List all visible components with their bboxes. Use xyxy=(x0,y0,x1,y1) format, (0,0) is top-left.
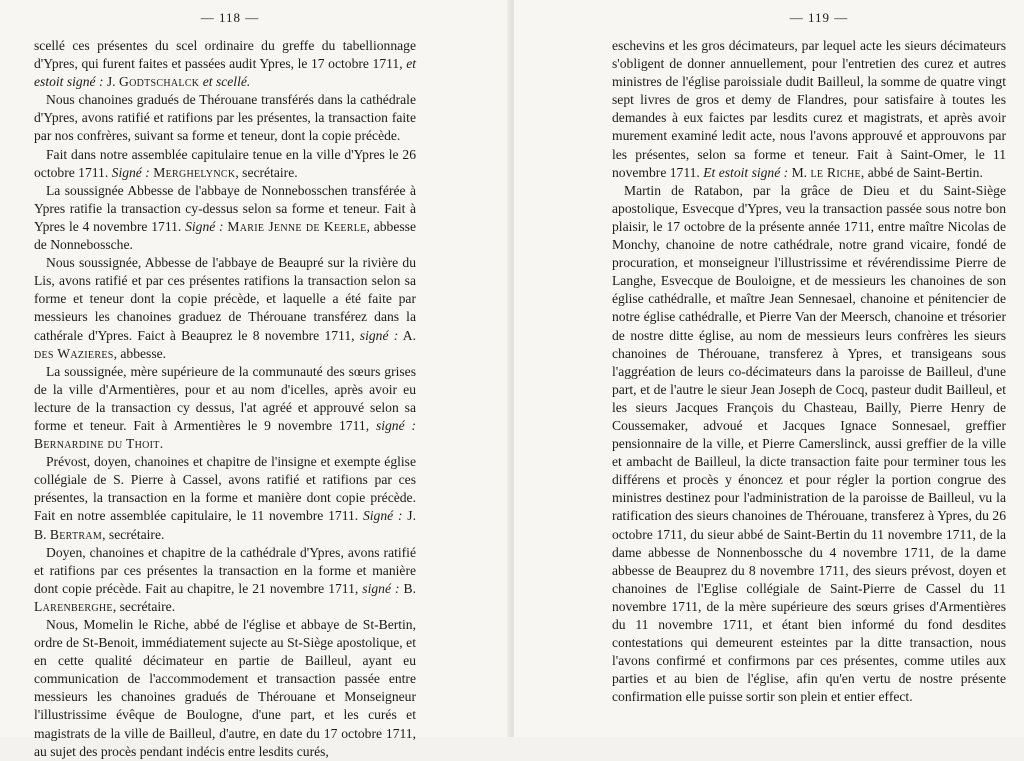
paragraph xyxy=(34,37,416,91)
paragraph-text: La soussignée, mère supérieure de la communauté des sœurs grises de la ville d'Armentières, pour et au nom d'icelles, après avoir eu lecture de la transaction cy dessus, l'at agréé et approuvé selon sa forme et teneur. Fait à Armentières le 9 novembre 1711, xyxy=(34,363,416,433)
signature-formula: Et estoit signé : xyxy=(703,164,789,180)
signature-formula: signé : xyxy=(359,327,399,343)
paragraph-text: Nous soussignée, Abbesse de l'abbaye de Beaupré sur la rivière du Lis, avons ratifié et par ces présentes ratifions la transaction selon sa forme et teneur dont la copie précède, et laquelle a été faite par messieurs les chanoines graduez de Thérouane transférez dans la cathérale d'Ypres. Faict à Beauprez le 8 novembre 1711, xyxy=(34,255,416,343)
paragraph xyxy=(34,91,416,145)
paragraph-text: . xyxy=(159,436,164,452)
signatory-name: Larenberghe xyxy=(34,598,113,614)
left-page xyxy=(0,0,510,759)
signatory-name: des Wazieres xyxy=(34,345,114,361)
paragraph xyxy=(612,182,1006,707)
paragraph-text: eschevins et les gros décimateurs, par lequel acte les sieurs décimateurs s'obligent de donner annuellement, pour l'entretien des curez et autres ministres de l'église paroissiale dudit Bailleul, la somme de quatre vingt sept livres de gros et demy de Flandres, pour satisfaire à toutes les demandes à eux faictes par lesdits curez et magistrats, et après avoir murement examiné ledit acte, nous l'avons approuvé et approuvons par les présentes, selon sa forme et teneur. Fait à Saint-Omer, le 11 novembre 1711. xyxy=(612,38,1006,180)
paragraph xyxy=(34,146,416,182)
page-body xyxy=(612,37,1006,706)
signature-formula: Signé : xyxy=(185,218,224,234)
right-page xyxy=(514,0,1024,737)
signature-formula: signé : xyxy=(362,580,400,596)
paragraph xyxy=(34,363,416,453)
signature-formula: et scellé. xyxy=(202,74,251,90)
paragraph-text: A. xyxy=(398,327,416,343)
paragraph xyxy=(612,37,1006,182)
paragraph-text: , secrétaire. xyxy=(102,526,165,542)
signatory-name: Bernardine du Thoit xyxy=(34,436,160,452)
paragraph-text: J. B. xyxy=(34,508,416,542)
page-number: — 118 — xyxy=(200,10,260,25)
paragraph xyxy=(34,254,416,363)
paragraph-text: Doyen, chanoines et chapitre de la cathédrale d'Ypres, avons ratifié et ratifions par ces présentes la transaction en la forme et manière dont copie précède. Fait au chapitre, le 21 novembre 1711, xyxy=(34,544,416,596)
signatory-name: le Riche xyxy=(810,164,861,180)
paragraph-text: , abbesse de Nonnebossche. xyxy=(34,218,416,253)
paragraph xyxy=(34,544,416,616)
paragraph-text: Nous, Momelin le Riche, abbé de l'église et abbaye de St-Bertin, ordre de St-Benoit, immédiatement sujecte au St-Siège apostolique, et en cette qualité décimateur en partie de Bailleul, ayant eu communication de l'accommodement et transaction passée entre messieurs les chanoines gradués de Thérouane et Monseigneur l'illustrissime évêque de Boulogne, d'une part, et les curés et magistrats de la ville de Bailleul, d'autre, en date du 17 octobre 1711, au sujet des procès pendant indécis entre lesdits curés, xyxy=(34,617,416,759)
paragraph-text: , secrétaire. xyxy=(235,164,298,180)
page-body xyxy=(34,37,416,761)
paragraph-text: Nous chanoines gradués de Thérouane transférés dans la cathédrale d'Ypres, avons ratifié et ratifions par les présentes, la transaction faite par nos confrères, suivant sa forme et teneur, dont la copie précède. xyxy=(34,92,416,144)
signatory-name: Marie Jenne de Keerle xyxy=(227,218,367,234)
signature-formula: Signé : xyxy=(362,508,403,524)
paragraph xyxy=(34,453,416,543)
signature-formula: signé : xyxy=(375,417,416,433)
signatory-name: Godtschalck xyxy=(118,74,200,90)
signatory-name: Merghelynck xyxy=(153,164,236,180)
paragraph-text: Martin de Ratabon, par la grâce de Dieu et du Saint-Siège apostolique, Esvecque d'Ypres, veu la transaction passée sous notre bon plaisir, le 17 octobre de la présente année 1711, entre maître Nicolas de Monchy, chanoine de notre cathédrale, notre grand vicaire, fondé de procuration, et monseigneur l'illustrissime et révérendissime Pierre de Langhe, Esvecque de Bouloigne, et de messieurs les chanoines de son église cathédralle, et maître Jean Sennesael, chanoine et pénitencier de notre église cathédralle, et Pierre Van der Meersch, chanoine et trésorier de nostre ditte église, au nom de messieurs leurs confrères les sieurs chanoines de Thérouane, transferez à Ypres, et transigeans sous l'aggréation de leurs co-décimateurs dans la paroisse de Bailleul, d'une part, et de l'autre le sieur Jean Joseph de Cocq, pasteur dudit Bailleul, et les sieurs Jacques François du Chasteau, Bailly, Pierre Henry de Coussemaker, advoué et Jacques Ignace Sonnesael, greffier pensionnaire de la ville, et Pierre Camerslinck, aussi greffier de la ville et ambacht de Bailleul, la dicte transaction faite pour terminer tous les différens et procès y énoncez et pour régler la portion congrue des ministres destinez pour l'administration de la paroisse de Bailleul, vu la ratification des sieurs chanoines de Thérouane, transferez à Ypres, du 26 octobre 1711, du sieur abbé de Saint-Bertin du 11 novembre 1711, de la dame abbesse de Nonnenbossche du 4 novembre 1711, de la dame abbesse de Beauprez du 8 novembre 1711, des sieurs prévost, doyen et chanoines de l'Eglise collégiale de Saint-Pierre de Cassel du 11 novembre 1711, de la mère supérieure des sœurs grises d'Armentières du 11 novembre 1711, et étant bien informé du fond desdites contestations qui demeurent esteintes par la ditte transaction, nous l'avons confirmé et confirmons par ces présentes, comme utiles aux parties et au bien de l'église, afin qu'en vertu de nostre présente confirmation elle puisse sortir son plein et entier effect. xyxy=(612,182,1006,705)
paragraph xyxy=(34,182,416,254)
paragraph xyxy=(34,616,416,761)
paragraph-text: , abbé de Saint-Bertin. xyxy=(860,164,983,180)
signatory-name: Bertram xyxy=(49,526,103,542)
paragraph-text: La soussignée Abbesse de l'abbaye de Nonnebosschen transférée à Ypres ratifie la transaction cy-dessus selon sa forme et teneur. Fait à Ypres le 4 novembre 1711. xyxy=(34,182,416,234)
paragraph-text: , secrétaire. xyxy=(112,598,176,614)
paragraph-text: J. xyxy=(103,74,119,90)
paragraph-text: scellé ces présentes du scel ordinaire du greffe du tabellionnage d'Ypres, qui furent faites et passées audit Ypres, le 17 octobre 1711, xyxy=(34,38,416,72)
paragraph-text: Prévost, doyen, chanoines et chapitre de l'insigne et exempte église collégiale de S. Pierre à Cassel, avons ratifié et ratifions par ces présentes, la transaction en la forme et manière dont copie précède. Fait en notre assemblée capitulaire, le 11 novembre 1711. xyxy=(34,454,416,524)
signature-formula: Signé : xyxy=(111,164,150,180)
paragraph-text: B. xyxy=(399,580,417,596)
paragraph-text: M. xyxy=(788,164,811,180)
signature-formula: et estoit signé : xyxy=(34,56,416,90)
paragraph-text: , abbesse. xyxy=(113,345,167,361)
page-number: — 119 — xyxy=(789,10,849,25)
paragraph-text: Fait dans notre assemblée capitulaire tenue en la ville d'Ypres le 26 octobre 1711. xyxy=(34,146,416,180)
